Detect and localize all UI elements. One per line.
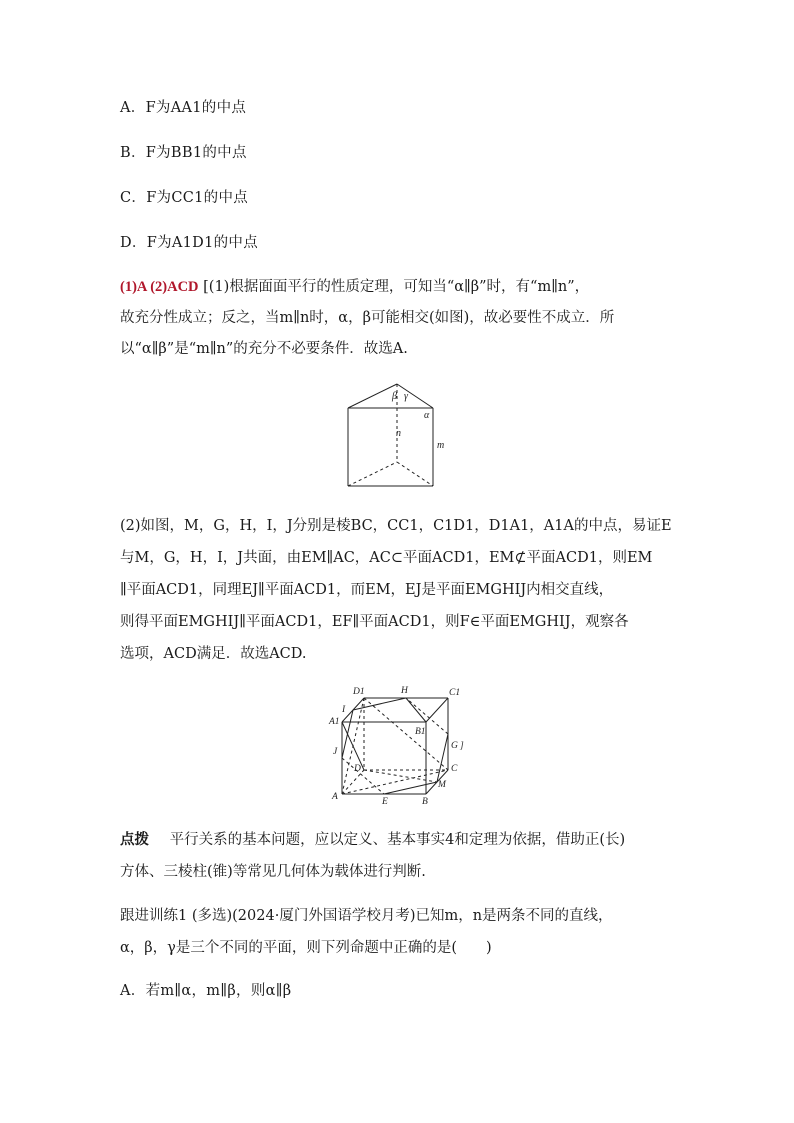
option-a: A．F为AA1的中点: [120, 100, 247, 116]
label-j: J: [333, 747, 338, 757]
solution-line-1: [120, 275, 589, 296]
label-d1: D1: [353, 687, 365, 697]
label-gamma: γ: [404, 391, 408, 402]
figure-cube: [325, 682, 475, 807]
seg-e-m: [384, 782, 437, 794]
tip-text-1: 平行关系的基本问题，应以定义、基本事实4和定理为依据，借助正(长): [169, 832, 626, 848]
label-n: n: [396, 428, 401, 439]
option-d: D．F为A1D1的中点: [120, 235, 259, 251]
option-b: B．F为BB1的中点: [120, 145, 247, 161]
part2-line-1: (2)如图，M，G，H，I，J分别是棱BC，CC1，C1D1，D1A1，A1A的中点，易证E: [120, 518, 672, 534]
fig1-top-left-edge: [348, 384, 397, 408]
fig1-hidden-left-base: [348, 462, 397, 486]
option-c: C．F为CC1的中点: [120, 190, 249, 206]
seg-d1-c: [364, 698, 448, 770]
label-c: C: [451, 764, 458, 774]
exercise-line-2: α，β，γ是三个不同的平面，则下列命题中正确的是( ): [120, 940, 492, 956]
label-m-point: M: [438, 780, 446, 790]
tip-line-1: [120, 828, 625, 849]
tip-label: 点拨: [120, 831, 149, 848]
seg-j-e: [342, 758, 384, 794]
label-g: G: [451, 741, 458, 751]
label-a: A: [332, 792, 338, 802]
part2-line-4: 则得平面EMGHIJ∥平面ACD1，EF∥平面ACD1，则F∈平面EMGHIJ，观察各: [120, 614, 629, 630]
label-beta: β: [392, 391, 397, 402]
label-alpha: α: [424, 410, 430, 421]
fig1-top-right-edge: [397, 384, 433, 408]
seg-h-b1: [406, 698, 426, 722]
tip-line-2: 方体、三棱柱(锥)等常见几何体为载体进行判断.: [120, 864, 426, 880]
label-e: E: [382, 797, 388, 807]
label-d: D: [354, 764, 361, 774]
label-c1: C1: [449, 688, 461, 698]
label-h: H: [401, 686, 408, 696]
fig1-hidden-right-base: [397, 462, 433, 486]
solution-line-2: 故充分性成立；反之，当m∥n时，α，β可能相交(如图)，故必要性不成立．所: [120, 310, 615, 326]
seg-m-g: [437, 734, 448, 782]
label-m: m: [437, 440, 445, 451]
part2-line-3: ∥平面ACD1，同理EJ∥平面ACD1，而EM，EJ是平面EMGHIJ内相交直线，: [120, 582, 614, 598]
label-a1: A1: [329, 717, 340, 727]
label-b: B: [422, 797, 428, 807]
seg-g-h: [406, 698, 448, 734]
answer-label: (1)A (2)ACD: [120, 279, 199, 295]
solution-text-1: [(1)根据面面平行的性质定理，可知当“α∥β”时，有“m∥n”，: [203, 279, 590, 295]
part2-line-2: 与M，G，H，I，J共面，由EM∥AC，AC⊂平面ACD1，EM⊄平面ACD1，则EM: [120, 550, 653, 566]
exercise-line-1: 跟进训练1 (多选)(2024·厦门外国语学校月考)已知m，n是两条不同的直线，: [120, 908, 613, 924]
seg-d1-a: [342, 698, 364, 794]
solution-line-3: 以“α∥β”是“m∥n”的充分不必要条件．故选A.: [120, 341, 408, 357]
label-bracket: ]: [460, 741, 464, 751]
part2-line-5: 选项，ACD满足．故选ACD.: [120, 646, 307, 662]
figure-prism: [340, 378, 450, 493]
label-b1: B1: [415, 727, 426, 737]
label-i: I: [342, 705, 346, 715]
seg-h-i: [353, 698, 406, 710]
exercise-option-a: A．若m∥α，m∥β，则α∥β: [120, 983, 292, 999]
